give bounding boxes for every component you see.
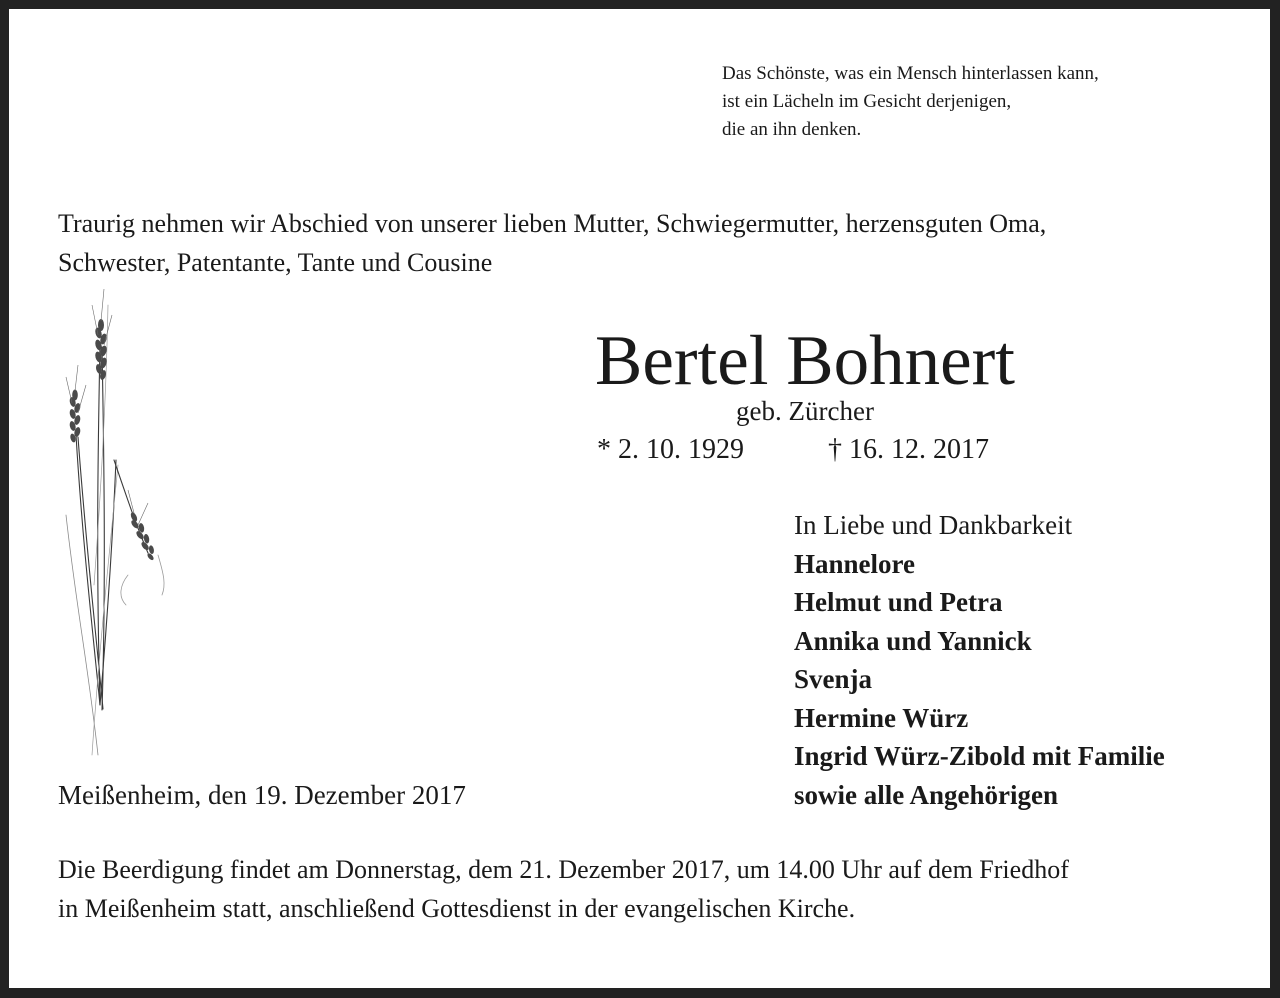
wheat-illustration <box>48 285 188 765</box>
wheat-stem <box>158 555 164 595</box>
wheat-stem <box>100 460 116 705</box>
mourner-name: Hermine Würz <box>794 702 969 733</box>
mourner-name: Annika und Yannick <box>794 625 1032 656</box>
mourner-name: Hannelore <box>794 548 915 579</box>
memorial-quote <box>722 60 1099 144</box>
place-and-date: Meißenheim, den 19. Dezember 2017 <box>58 780 466 810</box>
funeral-info <box>58 850 1069 928</box>
intro-line: Traurig nehmen wir Abschied von unserer lieben Mutter, Schwiegermutter, herzensguten Oma, <box>58 209 1047 238</box>
mourner-name: Svenja <box>794 664 873 694</box>
birth-date: * 2. 10. 1929 <box>597 434 744 465</box>
mourner-name: Ingrid Würz-Zibold mit Familie <box>794 741 1165 771</box>
mourners-heading: In Liebe und Dankbarkeit <box>794 510 1073 540</box>
deceased-name: Bertel Bohnert <box>595 322 1015 400</box>
wheat-stem <box>114 460 148 553</box>
mourner-name: Helmut und Petra <box>794 587 1003 617</box>
intro-text <box>58 204 1046 282</box>
wheat-ear <box>94 319 108 381</box>
wheat-ear <box>126 510 159 563</box>
funeral-line: in Meißenheim statt, anschließend Gottesdienst in der evangelischen Kirche. <box>58 894 856 923</box>
quote-line: ist ein Lächeln im Gesicht derjenigen, <box>722 91 1012 112</box>
intro-line: Schwester, Patentante, Tante und Cousine <box>58 248 493 277</box>
wheat-stem <box>78 437 103 709</box>
mourners-list <box>794 506 1165 814</box>
wheat-stem <box>121 575 128 605</box>
quote-line: die an ihn denken. <box>722 119 862 140</box>
funeral-line: Die Beerdigung findet am Donnerstag, dem 21. Dezember 2017, um 14.00 Uhr auf dem Friedhof <box>58 855 1069 884</box>
mourner-name: sowie alle Angehörigen <box>794 779 1058 810</box>
wheat-stem <box>76 435 100 705</box>
death-date: † 16. 12. 2017 <box>828 434 989 465</box>
quote-line: Das Schönste, was ein Mensch hinterlassen kann, <box>722 63 1099 84</box>
birth-name: geb. Zürcher <box>736 396 874 426</box>
